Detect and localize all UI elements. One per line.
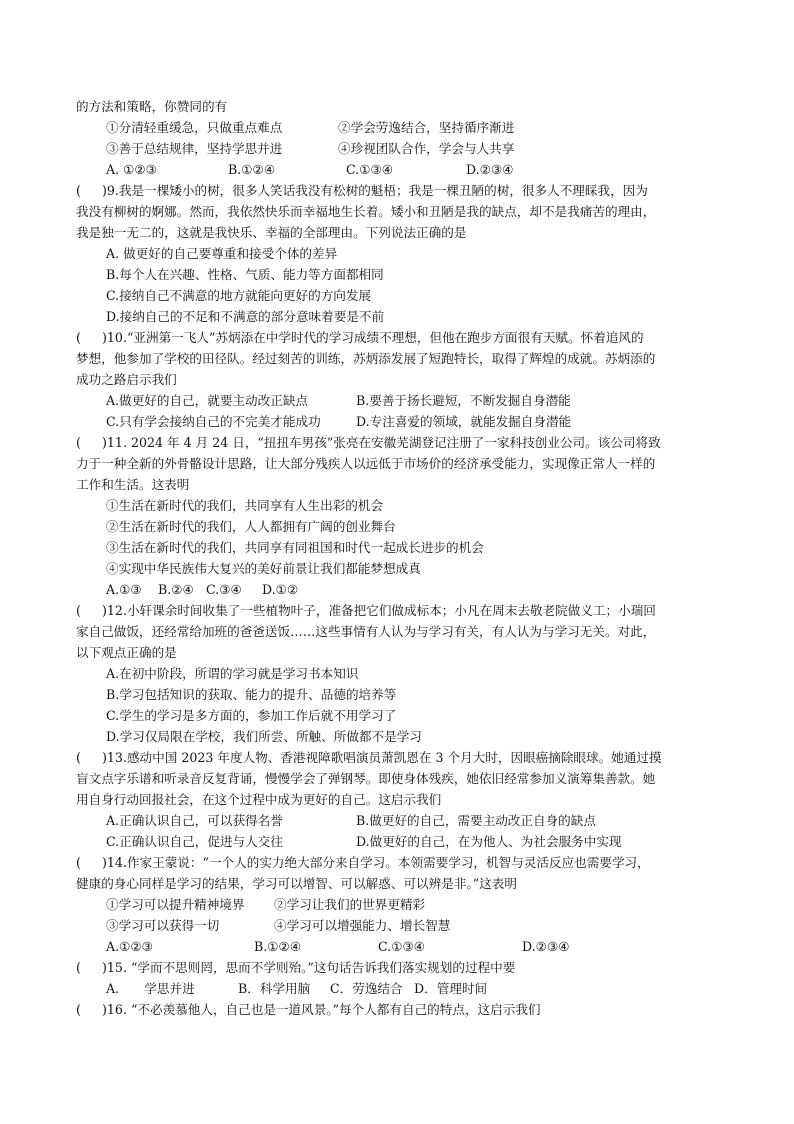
- q12-option-d[interactable]: D.学习仅局限在学校，我们所尝、所触、所做都不是学习: [106, 729, 422, 744]
- q11-option-b[interactable]: B.②④: [158, 582, 194, 597]
- q15-stem-line-1: [76, 957, 515, 978]
- q12-option-b[interactable]: B.学习包括知识的获取、能力的提升、品德的培养等: [106, 687, 397, 702]
- q12-stem-line-1: [76, 600, 656, 621]
- q9-option-d[interactable]: D.接纳自己的不足和不满意的部分意味着要是不前: [106, 309, 385, 324]
- q10-stem-line-2: 梦想，他参加了学校的田径队。经过刻苦的训练，苏炳添发展了短跑特长，取得了辉煌的成就。苏炳添的: [76, 351, 656, 366]
- q14-statements-row-2: [106, 915, 450, 936]
- q13-stem-line-3: 用自身行动回报社会，在这个过程中成为更好的自己。这启示我们: [76, 792, 442, 807]
- q11-answer-blank[interactable]: (: [76, 435, 81, 450]
- q14-option-d[interactable]: D.②③④: [522, 939, 570, 954]
- q11-option-a[interactable]: A.①③: [106, 582, 142, 597]
- q8-statement-3: ③善于总结规律，坚持学思并进: [106, 141, 283, 156]
- q10-stem-line-3: 成功之路启示我们: [76, 372, 177, 387]
- q14-stem-line-2: 健康的身心同样是学习的结果，学习可以增智、可以解惑、可以辨是非。”这表明: [76, 876, 517, 891]
- q14-statement-4: ④学习可以增强能力、增长智慧: [274, 918, 451, 933]
- q10-stem-1: )10.“亚洲第一飞人”苏炳添在中学时代的学习成绩不理想，但他在跑步方面很有天赋。怀着追风的: [102, 330, 644, 345]
- q11-stem-line-2: 力于一种全新的外骨骼设计思路，让大部分残疾人以远低于市场价的经济承受能力，实现像正常人一样的: [76, 456, 656, 471]
- q10-stem-line-1: [76, 327, 644, 348]
- q14-options-row: [106, 936, 570, 957]
- q10-options-row-1: [106, 390, 571, 411]
- q11-stem-1: )11. 2024 年 4 月 24 日，“扭扭车男孩”张亮在安徽芜湖登记注册了一家科技创业公司。该公司将致: [102, 435, 661, 450]
- q9-option-c[interactable]: C.接纳自己不满意的地方就能向更好的方向发展: [106, 288, 372, 303]
- q11-options-row: [106, 579, 298, 600]
- q11-statement-1: ①生活在新时代的我们，共同享有人生出彩的机会: [106, 498, 384, 513]
- q11-stem-line-1: [76, 432, 661, 453]
- q13-options-row-1: [106, 810, 596, 831]
- q15-option-c[interactable]: C．劳逸结合: [330, 981, 403, 996]
- q16-stem-1: )16. “不必羡慕他人，自己也是一道风景。”每个人都有自己的特点，这启示我们: [102, 1002, 541, 1017]
- q14-statements-row-1: [106, 894, 425, 915]
- q8-statement-1: ①分清轻重缓急，只做重点难点: [106, 120, 283, 135]
- q11-option-d[interactable]: D.①②: [262, 582, 299, 597]
- q9-option-a[interactable]: A. 做更好的自己要尊重和接受个体的差异: [106, 246, 338, 261]
- q9-stem-line-1: [76, 180, 648, 201]
- q13-stem-line-1: [76, 747, 662, 768]
- q16-answer-blank[interactable]: (: [76, 1002, 81, 1017]
- q11-statement-4: ④实现中华民族伟大复兴的美好前景让我们都能梦想成真: [106, 561, 421, 576]
- q15-option-b[interactable]: B．科学用脑: [238, 981, 311, 996]
- q10-option-b[interactable]: B.要善于扬长避短，不断发掘自身潜能: [356, 393, 571, 408]
- q8-statement-2: ②学会劳逸结合，坚持循序渐进: [338, 120, 515, 135]
- q12-stem-line-2: 家自己做饭，还经常给加班的爸爸送饭……这些事情有人认为与学习有关，有人认为与学习无关。对此，: [76, 624, 656, 639]
- q12-answer-blank[interactable]: (: [76, 603, 81, 618]
- q14-option-c[interactable]: C.①③④: [378, 939, 426, 954]
- q14-stem-1: )14.作家王蒙说：“一个人的实力绝大部分来自学习。本领需要学习，机智与灵活反应也需要学习，: [102, 855, 650, 870]
- q9-stem-1: )9.我是一棵矮小的树，很多人笑话我没有松树的魁梧；我是一棵丑陋的树，很多人不理睬我，因为: [102, 183, 648, 198]
- q15-option-d[interactable]: D．管理时间: [414, 981, 488, 996]
- q8-option-a[interactable]: A. ①②③: [106, 162, 157, 177]
- q13-option-c[interactable]: C.正确认识自己，促进与人交往: [106, 834, 283, 849]
- q9-option-b[interactable]: B.每个人在兴趣、性格、气质、能力等方面都相同: [106, 267, 384, 282]
- q15-option-a[interactable]: A. 学思并进: [106, 981, 195, 996]
- q10-options-row-2: [106, 411, 571, 432]
- q14-option-b[interactable]: B.①②④: [254, 939, 302, 954]
- q9-answer-blank[interactable]: (: [76, 183, 81, 198]
- q8-option-d[interactable]: D.②③④: [466, 162, 514, 177]
- q14-option-a[interactable]: A.①②③: [106, 939, 153, 954]
- q10-option-c[interactable]: C.只有学会接纳自己的不完美才能成功: [106, 414, 321, 429]
- q13-option-d[interactable]: D.做更好的自己，在为他人、为社会服务中实现: [356, 834, 622, 849]
- q13-option-a[interactable]: A.正确认识自己，可以获得名誉: [106, 813, 283, 828]
- q13-stem-1: )13.感动中国 2023 年度人物、香港视障歌唱演员萧凯恩在 3 个月大时，因眼癌摘除眼球。她通过摸: [102, 750, 662, 765]
- q12-stem-1: )12.小轩课余时间收集了一些植物叶子，准备把它们做成标本；小凡在周末去敬老院做义工；小瑞回: [102, 603, 656, 618]
- q11-statement-2: ②生活在新时代的我们，人人都拥有广阔的创业舞台: [106, 519, 396, 534]
- q13-answer-blank[interactable]: (: [76, 750, 81, 765]
- q13-stem-line-2: 盲文点字乐谱和听录音反复背诵，慢慢学会了弹钢琴。即使身体残疾，她依旧经常参加义演筹集善款。她: [76, 771, 656, 786]
- q11-option-c[interactable]: C.③④: [206, 582, 242, 597]
- q10-option-a[interactable]: A.做更好的自己，就要主动改正缺点: [106, 393, 309, 408]
- q8-option-b[interactable]: B.①②④: [228, 162, 276, 177]
- q15-answer-blank[interactable]: (: [76, 960, 81, 975]
- q13-option-b[interactable]: B.做更好的自己，需要主动改正自身的缺点: [356, 813, 596, 828]
- q14-stem-line-1: [76, 852, 650, 873]
- q13-options-row-2: [106, 831, 622, 852]
- q10-answer-blank[interactable]: (: [76, 330, 81, 345]
- q8-statement-4: ④珍视团队合作，学会与人共享: [338, 141, 515, 156]
- q9-stem-line-3: 我是独一无二的，这就是我快乐、幸福的全部理由。下列说法正确的是: [76, 225, 467, 240]
- q15-stem-1: )15. “学而不思则罔，思而不学则殆。”这句话告诉我们落实规划的过程中要: [102, 960, 516, 975]
- q12-option-c[interactable]: C.学生的学习是多方面的，参加工作后就不用学习了: [106, 708, 397, 723]
- q9-stem-line-2: 我没有柳树的婀娜。然而，我依然快乐而幸福地生长着。矮小和丑陋是我的缺点，却不是我痛苦的理由，: [76, 204, 656, 219]
- q8-options-row: [106, 159, 514, 180]
- q16-stem-line-1: [76, 999, 541, 1020]
- q8-option-c[interactable]: C.①③④: [346, 162, 394, 177]
- q14-statement-2: ②学习让我们的世界更精彩: [274, 897, 426, 912]
- q12-option-a[interactable]: A.在初中阶段，所谓的学习就是学习书本知识: [106, 666, 359, 681]
- intro-line: 的方法和策略，你赞同的有: [76, 99, 228, 114]
- q11-stem-line-3: 工作和生活。这表明: [76, 477, 190, 492]
- q10-option-d[interactable]: D.专注喜爱的领域，就能发掘自身潜能: [356, 414, 572, 429]
- q14-answer-blank[interactable]: (: [76, 855, 81, 870]
- q8-statements-row-1: [106, 117, 514, 138]
- q14-statement-3: ③学习可以获得一切: [106, 918, 220, 933]
- q12-stem-line-3: 以下观点正确的是: [76, 645, 177, 660]
- q8-statements-row-2: [106, 138, 514, 159]
- q14-statement-1: ①学习可以提升精神境界: [106, 897, 245, 912]
- q15-options-row: [106, 978, 487, 999]
- q11-statement-3: ③生活在新时代的我们，共同享有同祖国和时代一起成长进步的机会: [106, 540, 484, 555]
